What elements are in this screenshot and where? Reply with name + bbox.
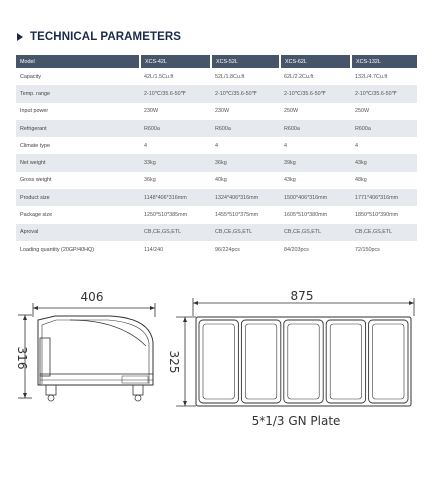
header-cell: XCS-42L bbox=[140, 55, 211, 68]
table-cell: 43kg bbox=[351, 154, 417, 171]
table-cell: 114/240 bbox=[140, 241, 211, 258]
row-label: Gross weight bbox=[16, 172, 140, 189]
table-cell: 43kg bbox=[280, 172, 351, 189]
section-heading bbox=[17, 31, 181, 43]
dimension-drawing bbox=[0, 280, 437, 440]
table-cell: 1148*406*316mm bbox=[140, 189, 211, 206]
row-label: Refrigerant bbox=[16, 120, 140, 137]
gn-pan bbox=[369, 320, 408, 403]
table-cell: 1605*510*380mm bbox=[280, 206, 351, 223]
table-cell: R600a bbox=[351, 120, 417, 137]
table-cell: 96/224pcs bbox=[211, 241, 280, 258]
row-label: Temp. range bbox=[16, 85, 140, 102]
gn-plate-caption: 5*1/3 GN Plate bbox=[251, 414, 341, 428]
table-cell: R600a bbox=[140, 120, 211, 137]
table-cell: 250W bbox=[280, 103, 351, 120]
side-height-label: 316 bbox=[15, 346, 29, 370]
table-cell: 2-10℃/35.6-50℉ bbox=[211, 85, 280, 102]
table-cell: 40kg bbox=[211, 172, 280, 189]
table-row bbox=[16, 224, 417, 241]
table-row bbox=[16, 172, 417, 189]
table-cell: CB,CE,GS,ETL bbox=[351, 224, 417, 241]
header-cell: XCS-62L bbox=[280, 55, 351, 68]
row-label: Net weight bbox=[16, 154, 140, 171]
table-row bbox=[16, 241, 417, 258]
table-cell: 1500*406*316mm bbox=[280, 189, 351, 206]
side-view bbox=[18, 303, 155, 401]
gn-pan-inner bbox=[330, 324, 361, 399]
table-row bbox=[16, 120, 417, 137]
gn-pan-inner bbox=[245, 324, 276, 399]
row-label: Input power bbox=[16, 103, 140, 120]
table-cell: 230W bbox=[211, 103, 280, 120]
table-cell: 132L/4.7Cu.ft bbox=[351, 68, 417, 85]
table-cell: 72/150pcs bbox=[351, 241, 417, 258]
row-label: Climate type bbox=[16, 137, 140, 154]
row-label: Aproval bbox=[16, 224, 140, 241]
table-cell: 48kg bbox=[351, 172, 417, 189]
table-cell: 4 bbox=[211, 137, 280, 154]
table-cell: CB,CE,GS,ETL bbox=[280, 224, 351, 241]
table-row bbox=[16, 85, 417, 102]
table-cell: 1324*406*316mm bbox=[211, 189, 280, 206]
table-cell: 4 bbox=[140, 137, 211, 154]
table-header-row bbox=[16, 55, 417, 68]
table-cell: 33kg bbox=[140, 154, 211, 171]
gn-pan bbox=[326, 320, 365, 403]
table-cell: 36kg bbox=[140, 172, 211, 189]
table-cell: 36kg bbox=[211, 154, 280, 171]
table-cell: 4 bbox=[351, 137, 417, 154]
side-width-label: 406 bbox=[80, 290, 104, 304]
table-cell: 2-10℃/35.6-50℉ bbox=[351, 85, 417, 102]
header-cell: XCS-52L bbox=[211, 55, 280, 68]
table-row bbox=[16, 68, 417, 85]
table-row bbox=[16, 189, 417, 206]
gn-pan bbox=[199, 320, 238, 403]
gn-pan bbox=[241, 320, 280, 403]
row-label: Capacity bbox=[16, 68, 140, 85]
spec-table bbox=[16, 55, 417, 258]
row-label: Package size bbox=[16, 206, 140, 223]
header-cell: Model bbox=[16, 55, 140, 68]
table-cell: 1850*510*390mm bbox=[351, 206, 417, 223]
gn-pan bbox=[284, 320, 323, 403]
table-cell: 84/203pcs bbox=[280, 241, 351, 258]
table-cell: 62L/2.2Cu.ft bbox=[280, 68, 351, 85]
table-cell: 2-10℃/35.6-50℉ bbox=[140, 85, 211, 102]
table-cell: 250W bbox=[351, 103, 417, 120]
top-view bbox=[176, 298, 414, 406]
table-cell: 52L/1.8Cu.ft bbox=[211, 68, 280, 85]
table-cell: 42L/1.5Cu.ft bbox=[140, 68, 211, 85]
top-depth-label: 325 bbox=[167, 350, 181, 374]
table-cell: R600a bbox=[280, 120, 351, 137]
table-cell: 2-10℃/35.6-50℉ bbox=[280, 85, 351, 102]
table-row bbox=[16, 103, 417, 120]
gn-pan-inner bbox=[373, 324, 404, 399]
gn-pan-inner bbox=[288, 324, 319, 399]
table-cell: R600a bbox=[211, 120, 280, 137]
table-row bbox=[16, 154, 417, 171]
table-cell: 230W bbox=[140, 103, 211, 120]
table-cell: 1771*406*316mm bbox=[351, 189, 417, 206]
header-cell: XCS-132L bbox=[351, 55, 417, 68]
section-title: TECHNICAL PARAMETERS bbox=[30, 31, 182, 43]
table-cell: CB,CE,GS,ETL bbox=[211, 224, 280, 241]
table-row bbox=[16, 137, 417, 154]
table-row bbox=[16, 206, 417, 223]
gn-pan-inner bbox=[203, 324, 234, 399]
table-cell: 4 bbox=[280, 137, 351, 154]
top-width-label: 875 bbox=[290, 289, 314, 303]
gn-pan-group bbox=[199, 320, 408, 403]
table-cell: 1455*510*375mm bbox=[211, 206, 280, 223]
table-cell: 1250*510*385mm bbox=[140, 206, 211, 223]
row-label: Product size bbox=[16, 189, 140, 206]
table-cell: CB,CE,GS,ETL bbox=[140, 224, 211, 241]
row-label: Loading quantity (20GP/40HQ) bbox=[16, 241, 140, 258]
table-cell: 39kg bbox=[280, 154, 351, 171]
bullet-triangle-icon bbox=[17, 33, 23, 41]
